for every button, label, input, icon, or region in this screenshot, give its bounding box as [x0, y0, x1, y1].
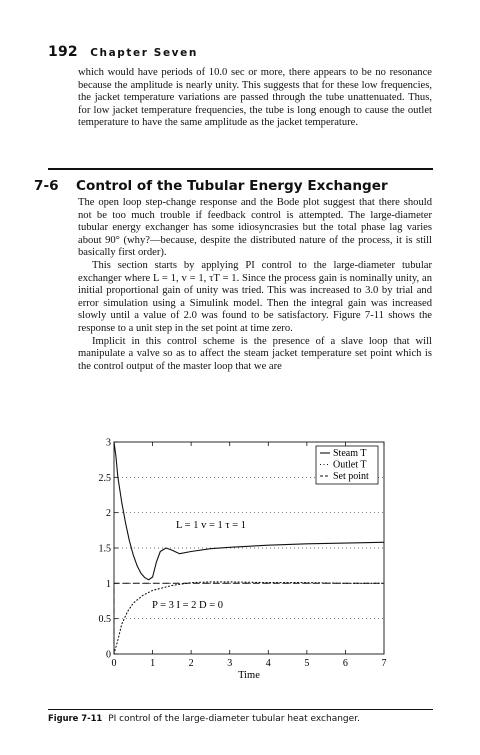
figure-caption-text: PI control of the large-diameter tubular heat exchanger.	[108, 714, 360, 724]
y-tick-label: 1.5	[98, 543, 111, 555]
legend-entry: Outlet T	[333, 459, 367, 471]
x-tick-label: 2	[188, 658, 194, 669]
legend-entry: Steam T	[333, 448, 367, 459]
x-tick-label: 7	[381, 658, 387, 669]
section-paragraph: The open loop step-change response and the Bode plot suggest that there should not be too much trouble if feedback control is attempted. The large-diameter tubular energy exchanger has some idiosyncrasies but the total phase lag varies about 90° (why?—because, despite the distributed nature of the process, it is still basically first order).	[78, 197, 432, 259]
caption-rule	[48, 709, 433, 710]
x-tick-label: 0	[111, 658, 117, 669]
series-line-dotted	[114, 582, 384, 654]
y-tick-label: 3	[106, 437, 111, 449]
x-tick-label: 1	[150, 658, 156, 669]
y-tick-label: 2.5	[98, 472, 111, 484]
x-tick-label: 6	[342, 658, 348, 669]
section-paragraph: This section starts by applying PI control to the large-diameter tubular exchanger where L = 1, v = 1, τT = 1. Since the process gain is nominally unity, an initial proportional gain of unity was tried. This was increased to 3.0 by trial and error simulation using a Simulink model. Then the integral gain was increased slowly until a value of 2.0 was found to be satisfactory. Figure 7-11 shows the response to a unit step in the set point at time zero.	[78, 259, 432, 334]
chart-legend	[316, 446, 378, 484]
chart-gridlines	[114, 477, 384, 618]
x-tick-label: 5	[304, 658, 310, 669]
chapter-title: Chapter Seven	[90, 47, 198, 59]
section-number: 7-6	[34, 178, 59, 194]
section-title: Control of the Tubular Energy Exchanger	[76, 178, 388, 194]
x-tick-label: 4	[265, 658, 271, 669]
x-axis-label: Time	[238, 670, 260, 681]
figure-caption	[48, 713, 360, 724]
y-tick-label: 0.5	[98, 614, 111, 626]
section-paragraph: Implicit in this control scheme is the presence of a slave loop that will manipulate a valve so as to affect the steam jacket temperature set point which is the control output of the master loop that we are	[78, 335, 432, 372]
x-tick-label: 3	[227, 658, 233, 669]
annotation-process-params: L = 1 v = 1 τ = 1	[176, 520, 247, 531]
legend-entry: Set point	[333, 471, 369, 482]
y-tick-label: 1	[106, 578, 111, 590]
intro-text: which would have periods of 10.0 sec or more, there appears to be no resonance because the amplitude is nearly unity. This suggests that for these low frequencies, the jacket temperature variations are passed through the tube unattenuated. Thus, for low jacket temperature frequencies, the tube is long enough to cause the outlet temperature to have the same amplitude as the jacket temperature.	[78, 67, 432, 129]
annotation-controller-params: P = 3 I = 2 D = 0	[152, 600, 224, 611]
figure-label: Figure 7-11	[48, 713, 103, 723]
y-tick-label: 2	[106, 508, 111, 520]
y-tick-label: 0	[106, 649, 111, 661]
page-number: 192	[48, 44, 78, 60]
